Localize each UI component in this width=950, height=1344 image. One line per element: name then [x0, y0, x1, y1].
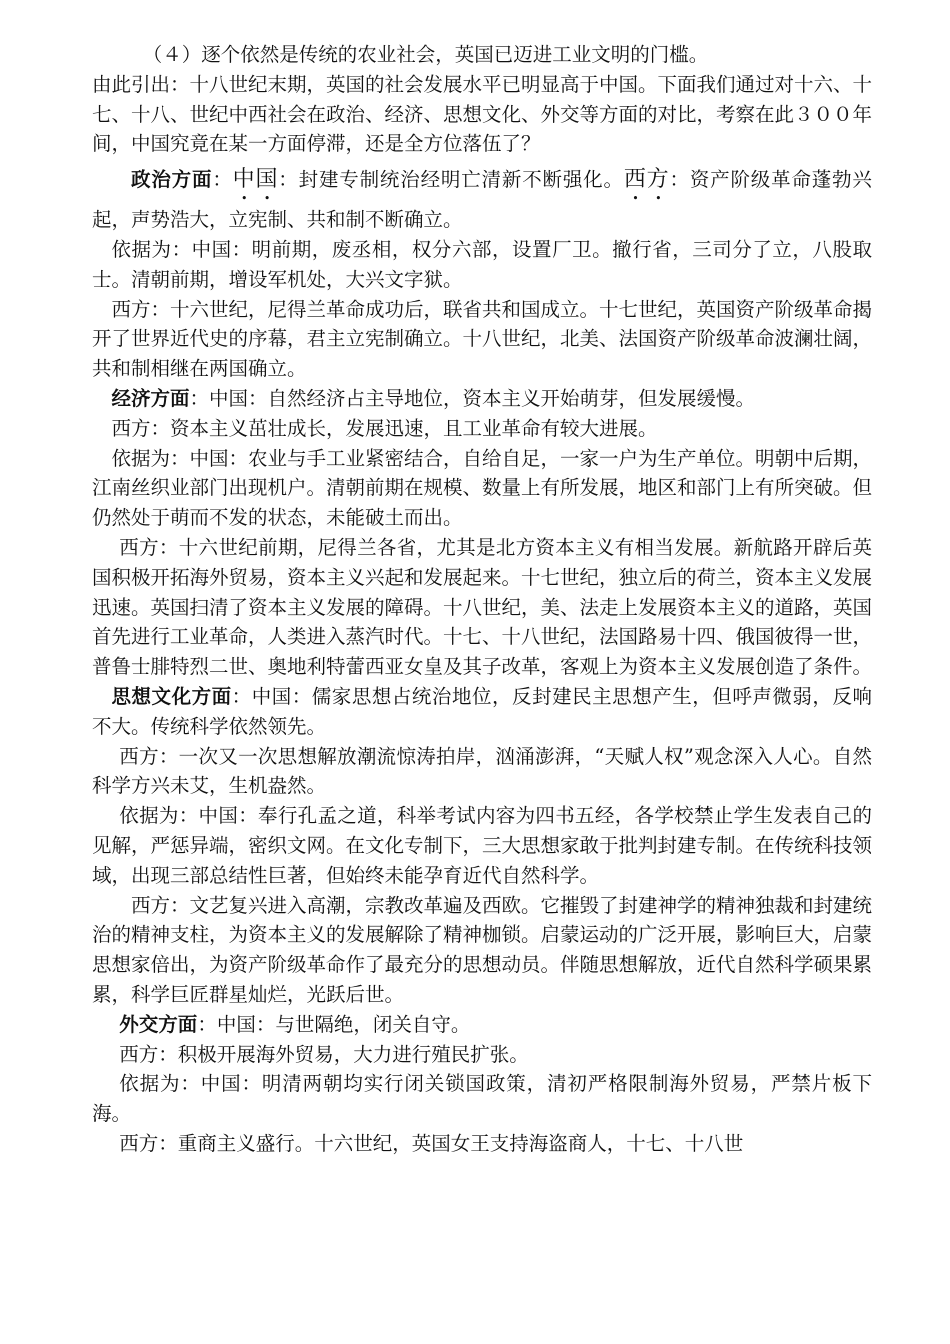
thought-china: ：中国：儒家思想占统治地位，反封建民主思想产生，但呼声微弱，反响不大。传统科学依然领先。 [92, 684, 872, 738]
diplomacy-west: 西方：积极开展海外贸易，大力进行殖民扩张。 [119, 1042, 529, 1066]
document-page [92, 40, 872, 1159]
diplomacy-summary [92, 1010, 872, 1040]
diplomacy-basis-china: 依据为：中国：明清两朝均实行闭关锁国政策，清初严格限制海外贸易，严禁片板下海。 [92, 1072, 872, 1126]
thought-summary [92, 682, 872, 742]
diplomacy-basis-west: 西方：重商主义盛行。十六世纪，英国女王支持海盗商人，十七、十八世 [119, 1131, 744, 1155]
politics-heading: 政治方面 [131, 168, 213, 192]
politics-china-label: 中国 [232, 167, 279, 193]
politics-west-text: ：资产阶级革命蓬勃兴起，声势浩大，立宪制、共和制不断确立。 [92, 168, 872, 232]
diplomacy-heading: 外交方面 [119, 1012, 198, 1036]
politics-west-label: 西方 [623, 167, 670, 193]
politics-colon: ： [212, 168, 233, 192]
diplomacy-china: ：中国：与世隔绝，闭关自守。 [197, 1012, 471, 1036]
intro-line: （４）逐个依然是传统的农业社会，英国已迈进工业文明的门槛。 [142, 43, 709, 66]
politics-basis-china: 依据为：中国：明前期，废丞相，权分六部，设置厂卫。撤行省，三司分了立，八股取士。清朝前期，增设军机处，大兴文字狱。 [92, 237, 872, 291]
economy-basis-china: 依据为：中国：农业与手工业紧密结合，自给自足，一家一户为生产单位。明朝中后期，江南丝织业部门出现机户。清朝前期在规模、数量上有所发展，地区和部门上有所突破。但仍然处于萌而不发的状态，未能破土而出。 [92, 446, 873, 530]
politics-china-text: ：封建专制统治经明亡清新不断强化。 [278, 168, 624, 192]
thought-basis-west: 西方：文艺复兴进入高潮，宗教改革遍及西欧。它摧毁了封建神学的精神独裁和封建统治的精神支柱，为资本主义的发展解除了精神枷锁。启蒙运动的广泛开展，影响巨大，启蒙思想家倍出，为资产阶级革命作了最充分的思想动员。伴随思想解放，近代自然科学硕果累累，科学巨匠群星灿烂，光跃后世。 [92, 893, 873, 1006]
economy-west: 西方：资本主义茁壮成长，发展迅速，且工业革命有较大进展。 [111, 416, 658, 440]
intro-paragraph: 由此引出：十八世纪末期，英国的社会发展水平已明显高于中国。下面我们通过对十六、十七、十八、世纪中西社会在政治、经济、思想文化、外交等方面的对比，考察在此３００年间，中国究竟在某一方面停滞，还是全方位落伍了？ [92, 72, 873, 156]
politics-basis-west: 西方：十六世纪，尼得兰革命成功后，联省共和国成立。十七世纪，英国资产阶级革命揭开了世界近代史的序幕，君主立宪制确立。十八世纪，北美、法国资产阶级革命波澜壮阔，共和制相继在两国确立。 [92, 297, 873, 381]
thought-basis-china: 依据为：中国：奉行孔孟之道，科举考试内容为四书五经，各学校禁止学生发表自己的见解，严惩异端，密织文网。在文化专制下，三大思想家敢于批判封建专制。在传统科技领域，出现三部总结性巨著，但始终未能孕育近代自然科学。 [92, 804, 873, 887]
economy-basis-west: 西方：十六世纪前期，尼得兰各省，尤其是北方资本主义有相当发展。新航路开辟后英国积极开拓海外贸易，资本主义兴起和发展起来。十七世纪，独立后的荷兰，资本主义发展迅速。英国扫清了资本主义发展的障碍。十八世纪，美、法走上发展资本主义的道路，英国首先进行工业革命，人类进入蒸汽时代。十七、十八世纪，法国路易十四、俄国彼得一世，普鲁士腓特烈二世、奥地利特蕾西亚女皇及其子改革，客观上为资本主义发展创造了条件。 [92, 535, 873, 679]
economy-summary [92, 384, 872, 414]
thought-west: 西方：一次又一次思想解放潮流惊涛拍岸，汹涌澎湃，“天赋人权”观念深入人心。自然科学方兴未艾，生机盎然。 [92, 744, 872, 798]
thought-heading: 思想文化方面 [111, 684, 232, 708]
politics-summary [92, 165, 872, 235]
economy-heading: 经济方面 [111, 386, 190, 410]
economy-china: ：中国：自然经济占主导地位，资本主义开始萌芽，但发展缓慢。 [189, 386, 756, 410]
